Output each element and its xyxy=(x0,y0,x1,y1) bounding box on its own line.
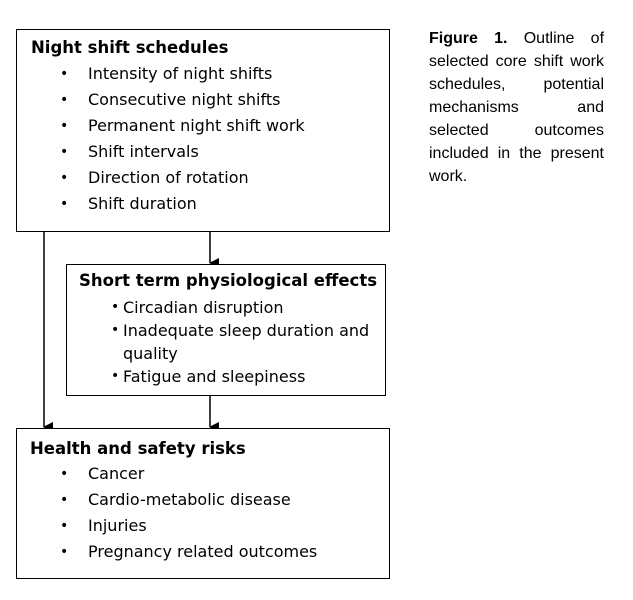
list-item: • Shift duration xyxy=(31,191,389,217)
bullet-icon: • xyxy=(111,299,120,315)
physiological-effects-box xyxy=(66,264,386,396)
night-shift-schedules-box xyxy=(16,29,390,232)
list-item: • Inadequate sleep duration and quality xyxy=(111,321,370,363)
bullet-icon: • xyxy=(111,368,120,384)
effects-title: Short term physiological effects xyxy=(79,271,378,290)
risks-title: Health and safety risks xyxy=(30,439,246,458)
figure-caption xyxy=(429,27,604,188)
list-item: • Intensity of night shifts xyxy=(31,61,389,87)
list-item: • Pregnancy related outcomes xyxy=(30,539,389,565)
list-item: • Shift intervals xyxy=(31,139,389,165)
effects-list xyxy=(79,296,385,388)
list-item: • Cancer xyxy=(30,461,389,487)
bullet-icon: • xyxy=(111,322,120,338)
bullet-icon: • xyxy=(60,66,69,82)
schedules-list xyxy=(31,61,389,217)
risks-list xyxy=(30,461,389,565)
health-safety-risks-box xyxy=(16,428,390,579)
list-item: • Cardio-metabolic disease xyxy=(30,487,389,513)
bullet-icon: • xyxy=(60,492,69,508)
schedules-title: Night shift schedules xyxy=(31,38,229,57)
list-item: • Circadian disruption xyxy=(111,298,284,317)
list-item: • Consecutive night shifts xyxy=(31,87,389,113)
caption-text: Outline of selected core shift work schedules, potential mechanisms and selected outcomes included in the present work. xyxy=(429,30,605,185)
list-item: • Fatigue and sleepiness xyxy=(111,367,306,386)
bullet-icon: • xyxy=(60,196,69,212)
bullet-icon: • xyxy=(60,466,69,482)
list-item: • Injuries xyxy=(30,513,389,539)
list-item: • Direction of rotation xyxy=(31,165,389,191)
bullet-icon: • xyxy=(60,518,69,534)
bullet-icon: • xyxy=(60,118,69,134)
list-item: • Permanent night shift work xyxy=(31,113,389,139)
bullet-icon: • xyxy=(60,170,69,186)
caption-label: Figure 1. xyxy=(429,30,508,47)
bullet-icon: • xyxy=(60,144,69,160)
bullet-icon: • xyxy=(60,544,69,560)
bullet-icon: • xyxy=(60,92,69,108)
